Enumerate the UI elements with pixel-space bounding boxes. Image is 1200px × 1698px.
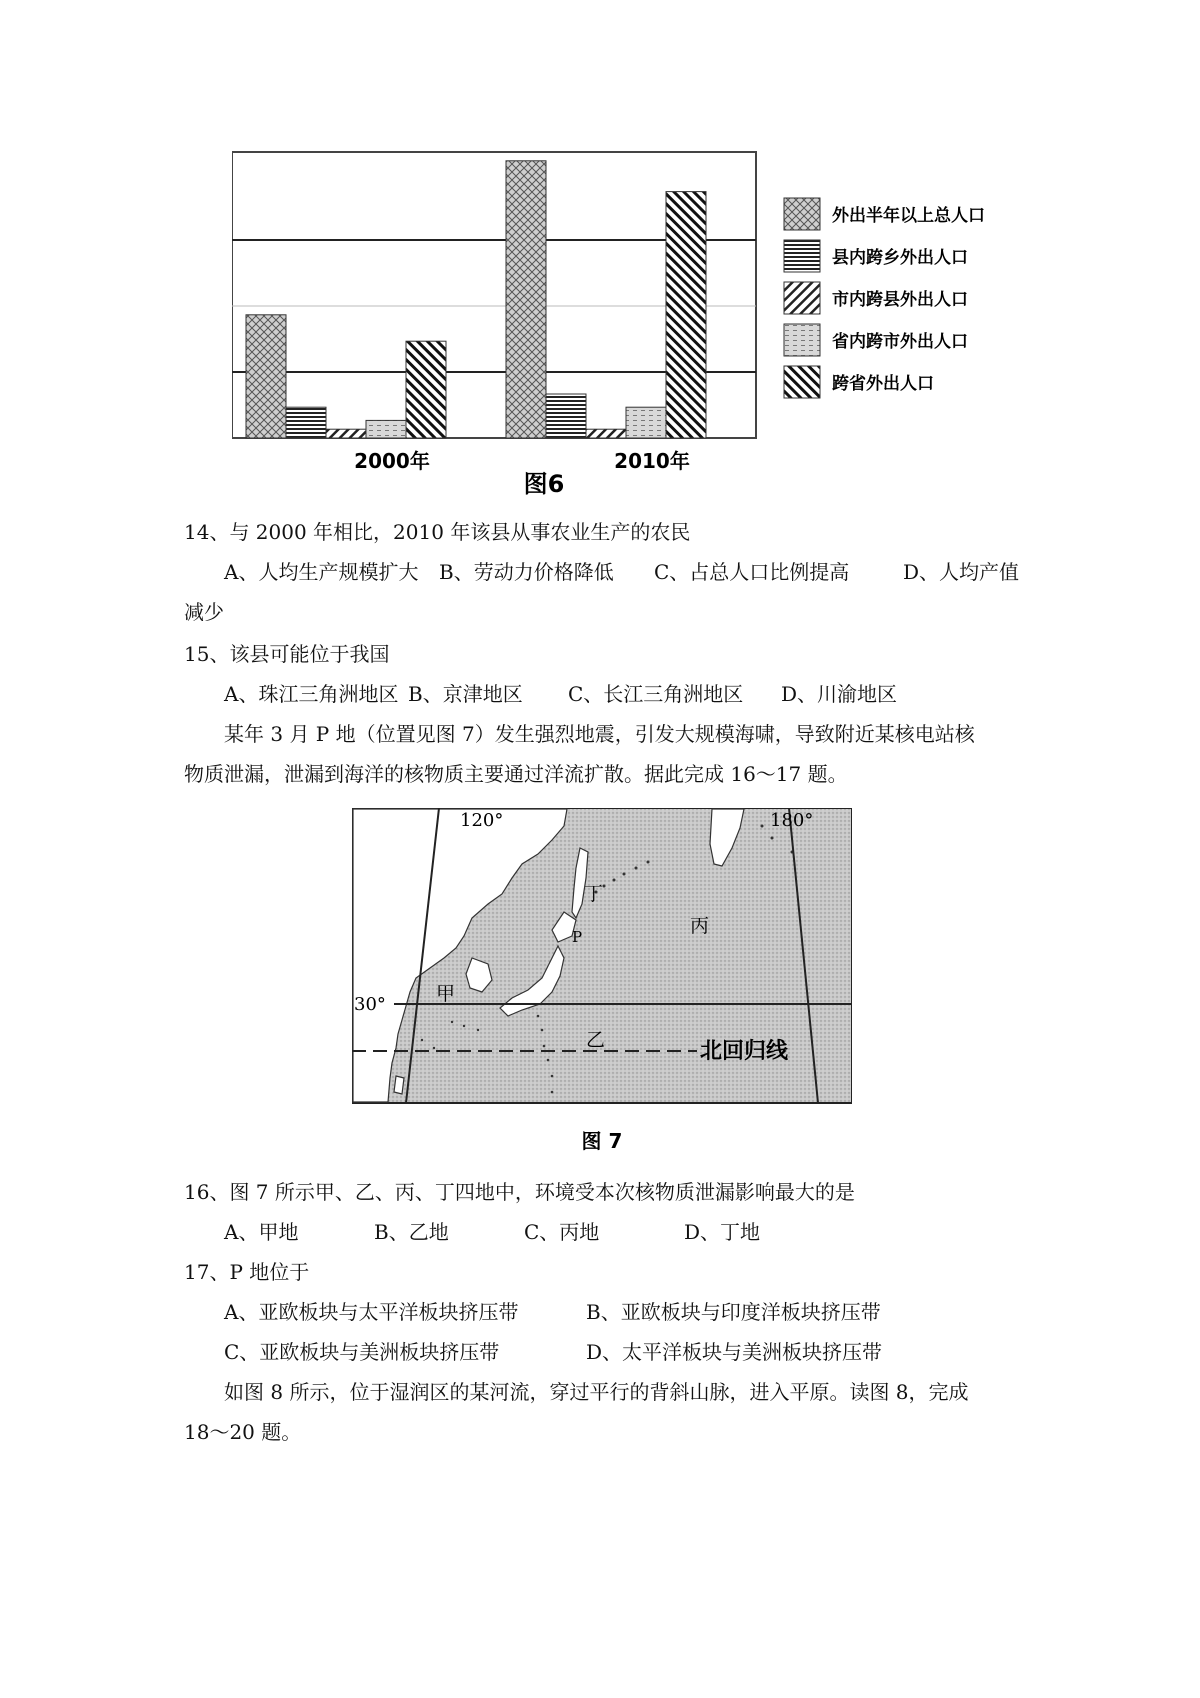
legend-swatch-in-province — [784, 324, 820, 356]
q15-option-b: B、京津地区 — [408, 682, 523, 706]
point-yi-label: 乙 — [586, 1029, 606, 1051]
q17-option-a: A、亚欧板块与太平洋板块挤压带 — [224, 1300, 519, 1324]
bar-cross-province-2010 — [666, 192, 706, 438]
x-tick-2000: 2000年 — [354, 449, 430, 473]
q15-stem: 15、该县可能位于我国 — [184, 642, 390, 666]
bar-in-province-2010 — [626, 407, 666, 438]
bar-in-county-2010 — [546, 394, 586, 438]
q17-stem: 17、P 地位于 — [184, 1260, 310, 1284]
legend-label-in-province: 省内跨市外出人口 — [832, 332, 968, 352]
q16-option-c: C、丙地 — [524, 1220, 600, 1244]
intro-18-line1: 如图 8 所示，位于湿润区的某河流，穿过平行的背斜山脉，进入平原。读图 8，完成 — [224, 1380, 969, 1404]
legend-swatch-in-county — [784, 240, 820, 272]
bar-total-out-2010 — [506, 161, 546, 438]
q17-option-c: C、亚欧板块与美洲板块挤压带 — [224, 1340, 500, 1364]
legend-swatch-cross-province — [784, 366, 820, 398]
bar-cross-province-2000 — [406, 341, 446, 438]
legend-label-in-city: 市内跨县外出人口 — [832, 290, 968, 310]
q15-option-d: D、川渝地区 — [781, 682, 898, 706]
lon-180-label: 180° — [770, 810, 814, 831]
figure-6-caption: 图6 — [523, 470, 565, 498]
bar-in-province-2000 — [366, 420, 406, 438]
tropic-label: 北回归线 — [700, 1039, 789, 1064]
q14-option-d: D、人均产值 — [903, 560, 1020, 584]
figure-7-map — [352, 808, 852, 1163]
intro-18-line2: 18～20 题。 — [184, 1420, 302, 1444]
intro-16-line1: 某年 3 月 P 地（位置见图 7）发生强烈地震，引发大规模海啸，导致附近某核电站核 — [224, 722, 975, 746]
lat-30-label: 30° — [354, 994, 386, 1015]
point-jia-label: 甲 — [436, 983, 456, 1005]
x-tick-2010: 2010年 — [614, 449, 690, 473]
figure-6-chart — [232, 148, 1032, 498]
legend-label-in-county: 县内跨乡外出人口 — [832, 248, 968, 268]
q15-option-a: A、珠江三角洲地区 — [224, 682, 399, 706]
q16-stem: 16、图 7 所示甲、乙、丙、丁四地中，环境受本次核物质泄漏影响最大的是 — [184, 1180, 855, 1204]
taiwan-island — [394, 1076, 404, 1094]
point-bing-label: 丙 — [690, 915, 710, 937]
bar-in-county-2000 — [286, 407, 326, 438]
q14-option-d-cont: 减少 — [184, 600, 224, 624]
q14-option-a: A、人均生产规模扩大 — [224, 560, 419, 584]
q15-option-c: C、长江三角洲地区 — [568, 682, 744, 706]
q14-stem: 14、与 2000 年相比，2010 年该县从事农业生产的农民 — [184, 520, 691, 544]
legend-swatch-total-out — [784, 198, 820, 230]
legend — [784, 198, 985, 398]
q16-option-b: B、乙地 — [374, 1220, 449, 1244]
bar-in-city-2000 — [326, 429, 366, 438]
bar-in-city-2010 — [586, 429, 626, 438]
point-ding-label: 丁 — [584, 883, 604, 905]
q16-option-d: D、丁地 — [684, 1220, 761, 1244]
q14-option-b: B、劳动力价格降低 — [439, 560, 614, 584]
lon-120-label: 120° — [460, 810, 504, 831]
legend-label-total-out: 外出半年以上总人口 — [832, 206, 985, 226]
q14-option-c: C、占总人口比例提高 — [654, 560, 850, 584]
figure-7-caption: 图 7 — [581, 1129, 623, 1153]
legend-label-cross-province: 跨省外出人口 — [832, 374, 934, 394]
bar-total-out-2000 — [246, 315, 286, 438]
q16-option-a: A、甲地 — [224, 1220, 299, 1244]
legend-swatch-in-city — [784, 282, 820, 314]
q17-option-d: D、太平洋板块与美洲板块挤压带 — [586, 1340, 883, 1364]
point-p-label: P — [572, 928, 583, 946]
intro-16-line2: 物质泄漏，泄漏到海洋的核物质主要通过洋流扩散。据此完成 16～17 题。 — [184, 762, 848, 786]
q17-option-b: B、亚欧板块与印度洋板块挤压带 — [586, 1300, 881, 1324]
